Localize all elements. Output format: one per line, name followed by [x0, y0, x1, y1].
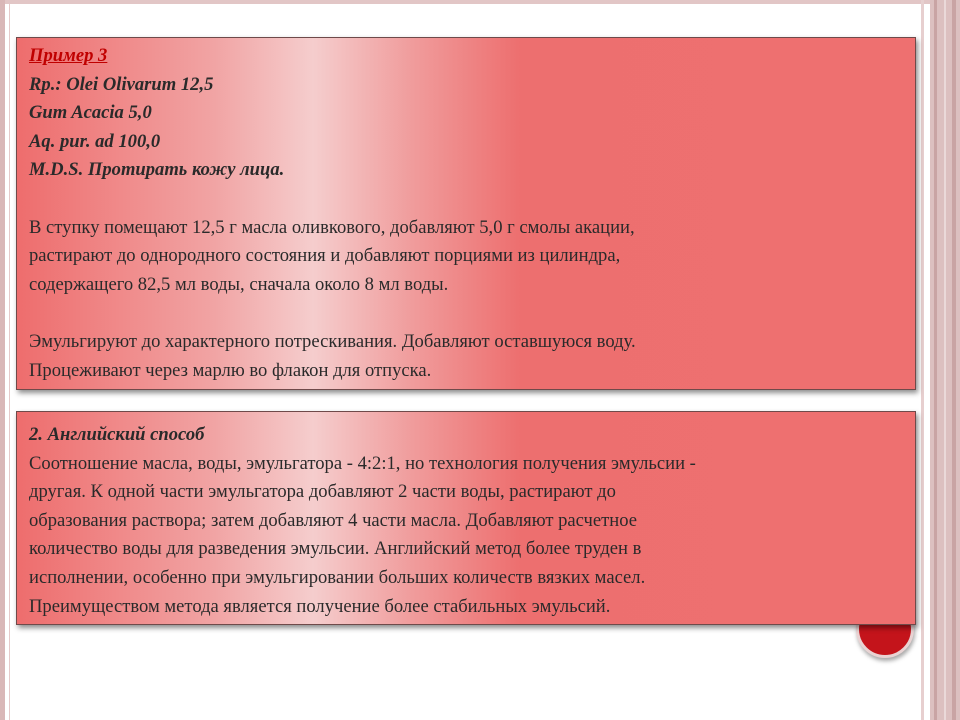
paragraph-line: Преимуществом метода является получение более стабильных эмульсий.: [29, 595, 611, 617]
paragraph-line: В ступку помещают 12,5 г масла оливкового, добавляют 5,0 г смолы акации,: [29, 216, 635, 238]
paragraph-gap: [29, 185, 903, 214]
right-bar-stripe: [944, 0, 946, 720]
english-method-box: [16, 411, 916, 625]
frame-top-border: [0, 0, 960, 4]
right-decorative-bar: [930, 0, 960, 720]
paragraph-line: содержащего 82,5 мл воды, сначала около 8 мл воды.: [29, 273, 449, 295]
frame-left-border: [0, 0, 5, 720]
paragraph-line: исполнении, особенно при эмульгировании больших количеств вязких масел.: [29, 566, 646, 588]
paragraph-line: другая. К одной части эмульгатора добавляют 2 части воды, растирают до: [29, 481, 616, 503]
recipe-line: Aq. pur. ad 100,0: [29, 130, 161, 152]
recipe-line: Rp.: Olei Olivarum 12,5: [29, 73, 214, 95]
right-bar-stripe: [934, 0, 937, 720]
paragraph-line: Эмульгируют до характерного потрескивания. Добавляют оставшуюся воду.: [29, 330, 636, 352]
paragraph-line: количество воды для разведения эмульсии. Английский метод более труден в: [29, 538, 642, 560]
frame-inner-right-line: [921, 0, 924, 720]
right-bar-stripe: [952, 0, 956, 720]
example-title: Пример 3: [29, 45, 108, 66]
example-box: [16, 37, 916, 390]
paragraph-line: Процеживают через марлю во флакон для отпуска.: [29, 359, 432, 381]
paragraph-line: образования раствора; затем добавляют 4 части масла. Добавляют расчетное: [29, 509, 638, 531]
paragraph-line: Соотношение масла, воды, эмульгатора - 4:2:1, но технология получения эмульсии -: [29, 452, 696, 474]
frame-inner-left-line: [9, 4, 10, 720]
paragraph-gap: [29, 299, 903, 328]
paragraph-line: растирают до однородного состояния и добавляют порциями из цилиндра,: [29, 245, 621, 267]
section-heading: 2. Английский способ: [29, 424, 205, 445]
recipe-line: M.D.S. Протирать кожу лица.: [29, 159, 285, 181]
recipe-line: Gum Acacia 5,0: [29, 102, 152, 124]
